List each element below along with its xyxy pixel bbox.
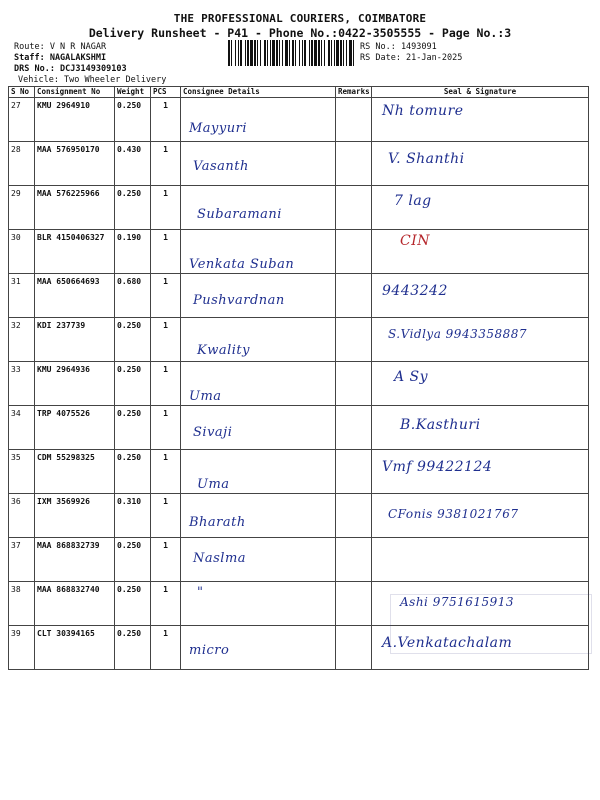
consignment-number: TRP 4075526 — [35, 406, 115, 450]
signature-cell — [372, 406, 589, 450]
consignee-handwriting: Pushvardnan — [193, 293, 285, 308]
weight-value: 0.250 — [115, 538, 151, 582]
consignee-handwriting: micro — [189, 643, 230, 658]
remarks-cell — [336, 186, 372, 230]
remarks-cell — [336, 582, 372, 626]
signature-handwriting: Nh tomure — [382, 103, 464, 119]
weight-value: 0.250 — [115, 626, 151, 670]
serial-number: 34 — [9, 406, 35, 450]
table-row — [9, 494, 589, 538]
runsheet-table — [8, 86, 589, 670]
signature-handwriting: S.Vidlya 9943358887 — [388, 327, 528, 341]
staff-text: Staff: NAGALAKSHMI — [14, 53, 107, 63]
col-seal-signature: Seal & Signature — [372, 87, 589, 98]
serial-number: 28 — [9, 142, 35, 186]
weight-value: 0.430 — [115, 142, 151, 186]
consignee-details — [181, 362, 336, 406]
col-weight: Weight — [115, 87, 151, 98]
consignee-handwriting: Naslma — [193, 551, 247, 566]
consignment-number: IXM 3569926 — [35, 494, 115, 538]
serial-number: 29 — [9, 186, 35, 230]
consignee-handwriting: Kwality — [197, 343, 250, 358]
weight-value: 0.250 — [115, 406, 151, 450]
serial-number: 27 — [9, 98, 35, 142]
signature-cell — [372, 450, 589, 494]
consignee-handwriting: Uma — [197, 477, 230, 492]
signature-handwriting: A.Venkatachalam — [382, 635, 513, 651]
remarks-cell — [336, 230, 372, 274]
pcs-value: 1 — [151, 230, 181, 274]
consignee-details — [181, 274, 336, 318]
signature-cell — [372, 98, 589, 142]
col-remarks: Remarks — [336, 87, 372, 98]
remarks-cell — [336, 450, 372, 494]
pcs-value: 1 — [151, 626, 181, 670]
serial-number: 30 — [9, 230, 35, 274]
table-row — [9, 186, 589, 230]
signature-handwriting: Ashi 9751615913 — [400, 595, 515, 609]
rs-number: RS No.: 1493091 — [360, 42, 437, 52]
pcs-value: 1 — [151, 186, 181, 230]
remarks-cell — [336, 142, 372, 186]
consignee-details — [181, 142, 336, 186]
signature-handwriting: CIN — [400, 233, 430, 249]
consignment-number: MAA 576225966 — [35, 186, 115, 230]
consignment-number: MAA 868832739 — [35, 538, 115, 582]
consignee-handwriting: Venkata Suban — [189, 257, 295, 272]
rs-date: RS Date: 21-Jan-2025 — [360, 53, 463, 63]
weight-value: 0.250 — [115, 186, 151, 230]
remarks-cell — [336, 626, 372, 670]
weight-value: 0.250 — [115, 450, 151, 494]
remarks-cell — [336, 362, 372, 406]
weight-value: 0.310 — [115, 494, 151, 538]
table-row — [9, 318, 589, 362]
consignee-handwriting: Vasanth — [193, 159, 249, 174]
pcs-value: 1 — [151, 450, 181, 494]
consignee-details — [181, 318, 336, 362]
consignment-number: KMU 2964936 — [35, 362, 115, 406]
consignment-number: BLR 4150406327 — [35, 230, 115, 274]
pcs-value: 1 — [151, 406, 181, 450]
consignee-details — [181, 98, 336, 142]
vehicle-text: Vehicle: Two Wheeler Delivery — [18, 75, 167, 85]
signature-cell — [372, 494, 589, 538]
consignee-handwriting: Bharath — [189, 515, 246, 530]
table-row — [9, 538, 589, 582]
weight-value: 0.190 — [115, 230, 151, 274]
table-row — [9, 450, 589, 494]
signature-handwriting: CFonis 9381021767 — [388, 507, 519, 521]
table-row — [9, 98, 589, 142]
weight-value: 0.680 — [115, 274, 151, 318]
signature-cell — [372, 142, 589, 186]
col-consignment: Consignment No — [35, 87, 115, 98]
consignment-number: MAA 868832740 — [35, 582, 115, 626]
consignee-details — [181, 494, 336, 538]
consignee-handwriting: Subaramani — [197, 207, 282, 222]
table-row — [9, 274, 589, 318]
consignee-handwriting: Uma — [189, 389, 222, 404]
table-row — [9, 230, 589, 274]
company-seal-stamp — [390, 594, 592, 654]
table-row — [9, 142, 589, 186]
serial-number: 35 — [9, 450, 35, 494]
pcs-value: 1 — [151, 142, 181, 186]
serial-number: 31 — [9, 274, 35, 318]
serial-number: 33 — [9, 362, 35, 406]
drs-number: DRS No.: DCJ3149309103 — [14, 64, 127, 74]
serial-number: 37 — [9, 538, 35, 582]
consignment-number: CDM 55298325 — [35, 450, 115, 494]
remarks-cell — [336, 318, 372, 362]
consignee-details — [181, 230, 336, 274]
signature-cell — [372, 186, 589, 230]
signature-handwriting: 7 lag — [394, 193, 432, 209]
signature-cell — [372, 318, 589, 362]
col-sno: S No — [9, 87, 35, 98]
pcs-value: 1 — [151, 98, 181, 142]
remarks-cell — [336, 406, 372, 450]
remarks-cell — [336, 538, 372, 582]
table-header-row — [9, 87, 589, 98]
runsheet-title: Delivery Runsheet - P41 - Phone No.:0422-3505555 - Page No.:3 — [88, 26, 512, 40]
serial-number: 38 — [9, 582, 35, 626]
consignee-details — [181, 538, 336, 582]
consignee-details — [181, 406, 336, 450]
weight-value: 0.250 — [115, 582, 151, 626]
pcs-value: 1 — [151, 538, 181, 582]
consignment-number: KMU 2964910 — [35, 98, 115, 142]
remarks-cell — [336, 274, 372, 318]
consignee-details — [181, 186, 336, 230]
consignee-details — [181, 450, 336, 494]
consignee-handwriting: Mayyuri — [189, 121, 247, 136]
signature-handwriting: B.Kasthuri — [400, 417, 481, 433]
pcs-value: 1 — [151, 362, 181, 406]
consignee-handwriting: Sivaji — [193, 425, 233, 440]
pcs-value: 1 — [151, 318, 181, 362]
company-name: THE PROFESSIONAL COURIERS, COIMBATORE — [173, 12, 427, 25]
pcs-value: 1 — [151, 494, 181, 538]
weight-value: 0.250 — [115, 362, 151, 406]
consignment-number: MAA 650664693 — [35, 274, 115, 318]
table-row — [9, 362, 589, 406]
signature-cell — [372, 538, 589, 582]
consignee-handwriting: " — [197, 585, 204, 600]
signature-handwriting: 9443242 — [382, 283, 448, 299]
signature-handwriting: V. Shanthi — [388, 151, 465, 167]
remarks-cell — [336, 98, 372, 142]
weight-value: 0.250 — [115, 98, 151, 142]
weight-value: 0.250 — [115, 318, 151, 362]
col-pcs: PCS — [151, 87, 181, 98]
consignment-number: CLT 30394165 — [35, 626, 115, 670]
serial-number: 39 — [9, 626, 35, 670]
signature-handwriting: Vmf 99422124 — [382, 459, 493, 475]
signature-cell — [372, 230, 589, 274]
pcs-value: 1 — [151, 582, 181, 626]
serial-number: 32 — [9, 318, 35, 362]
signature-cell — [372, 362, 589, 406]
consignee-details — [181, 582, 336, 626]
consignment-number: MAA 576950170 — [35, 142, 115, 186]
table-body — [9, 98, 589, 670]
serial-number: 36 — [9, 494, 35, 538]
col-consignee: Consignee Details — [181, 87, 336, 98]
consignment-number: KDI 237739 — [35, 318, 115, 362]
signature-handwriting: A Sy — [394, 369, 429, 385]
barcode — [228, 40, 356, 66]
route-text: Route: V N R NAGAR — [14, 42, 107, 52]
table-row — [9, 406, 589, 450]
pcs-value: 1 — [151, 274, 181, 318]
consignee-details — [181, 626, 336, 670]
signature-cell — [372, 274, 589, 318]
remarks-cell — [336, 494, 372, 538]
